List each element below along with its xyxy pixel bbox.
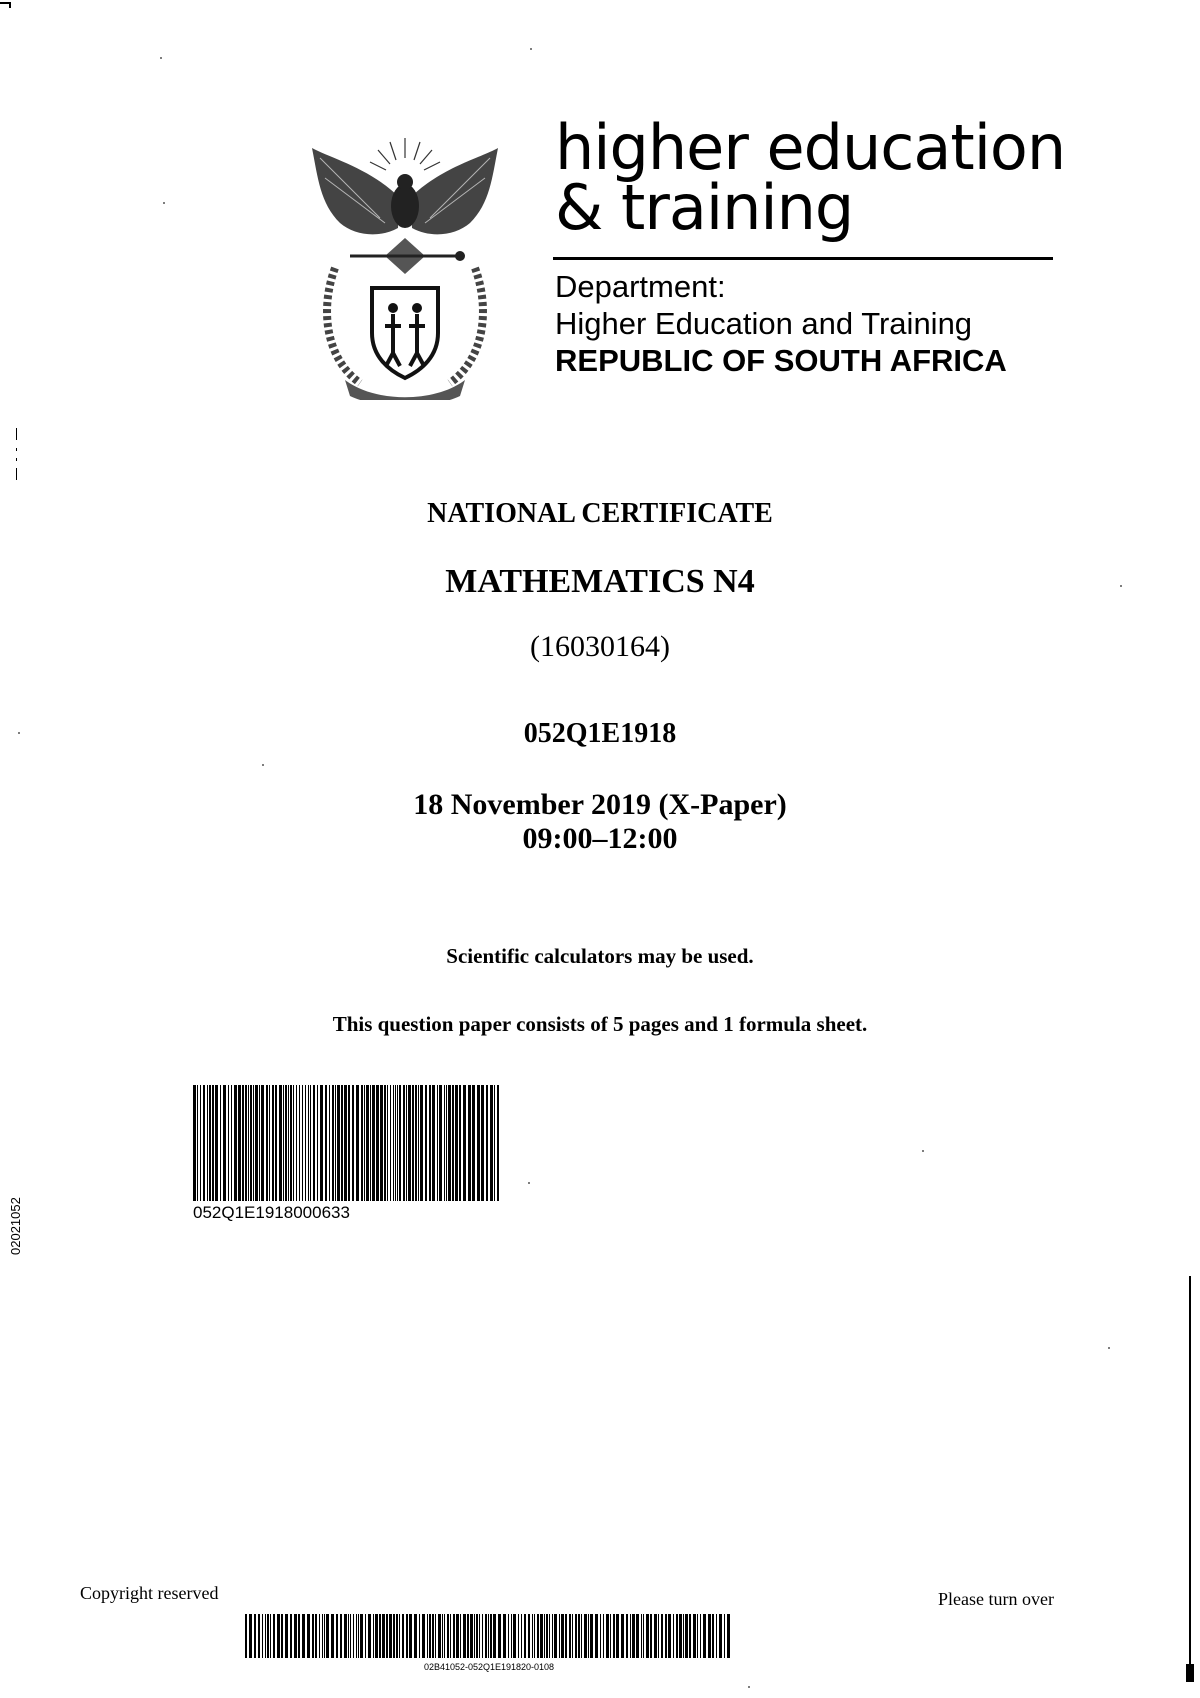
barcode-bar bbox=[365, 1614, 366, 1658]
barcode-bar bbox=[437, 1085, 438, 1201]
barcode-bar bbox=[610, 1614, 611, 1658]
barcode-bar bbox=[315, 1614, 317, 1658]
turn-over-note: Please turn over bbox=[938, 1589, 1054, 1609]
barcode-bar bbox=[497, 1085, 499, 1201]
barcode-bar bbox=[708, 1614, 711, 1658]
barcode-bar bbox=[305, 1085, 306, 1201]
barcode-bar bbox=[455, 1085, 458, 1201]
barcode-bar bbox=[446, 1085, 447, 1201]
barcode-bar bbox=[324, 1614, 325, 1658]
barcode-bar bbox=[379, 1614, 381, 1658]
barcode-bar bbox=[397, 1085, 398, 1201]
barcode-bar bbox=[395, 1085, 396, 1201]
brand-title-line1: higher education bbox=[555, 111, 1066, 184]
barcode-bar bbox=[310, 1085, 311, 1201]
barcode-bar bbox=[299, 1085, 300, 1201]
barcode-bar bbox=[375, 1614, 378, 1658]
barcode-bar bbox=[406, 1085, 407, 1201]
barcode-bar bbox=[197, 1085, 198, 1201]
barcode-bar bbox=[312, 1614, 314, 1658]
barcode-bar bbox=[348, 1085, 350, 1201]
barcode-bar bbox=[422, 1614, 425, 1658]
brand-title bbox=[555, 111, 1066, 244]
barcode-bar bbox=[668, 1614, 671, 1658]
barcode-bar bbox=[435, 1614, 436, 1658]
barcode-bar bbox=[317, 1085, 318, 1201]
barcode-bar bbox=[463, 1614, 466, 1658]
barcode-bar bbox=[448, 1085, 451, 1201]
subject-title: MATHEMATICS N4 bbox=[445, 563, 755, 600]
scan-speck bbox=[262, 764, 264, 766]
barcode-bar bbox=[337, 1085, 340, 1201]
barcode-bar bbox=[415, 1085, 417, 1201]
paper-code: 052Q1E1918 bbox=[523, 718, 677, 749]
barcode-bar bbox=[353, 1614, 354, 1658]
scan-speck bbox=[1108, 1347, 1110, 1349]
barcode-bar bbox=[307, 1614, 310, 1658]
barcode-bar bbox=[447, 1614, 449, 1658]
barcode-bar bbox=[350, 1614, 351, 1658]
barcode-bar bbox=[521, 1614, 522, 1658]
barcode-bar bbox=[332, 1085, 334, 1201]
barcode-bar bbox=[719, 1614, 722, 1658]
barcode-bar bbox=[693, 1614, 696, 1658]
barcode-bar bbox=[463, 1085, 466, 1201]
barcode-bar bbox=[439, 1085, 442, 1201]
barcode-bar bbox=[486, 1085, 488, 1201]
scan-speck bbox=[922, 1150, 924, 1152]
barcode-bar bbox=[366, 1085, 369, 1201]
barcode-bar bbox=[683, 1614, 684, 1658]
barcode-bar bbox=[572, 1614, 573, 1658]
scan-speck bbox=[160, 57, 162, 59]
barcode-bar bbox=[402, 1614, 404, 1658]
footer-barcode bbox=[245, 1614, 733, 1658]
barcode-bar bbox=[467, 1614, 469, 1658]
barcode-bar bbox=[689, 1614, 691, 1658]
barcode-bar bbox=[432, 1085, 435, 1201]
barcode-bar bbox=[414, 1614, 417, 1658]
barcode-bar bbox=[262, 1614, 263, 1658]
barcode-bar bbox=[559, 1614, 560, 1658]
margin-rule bbox=[1189, 1276, 1191, 1676]
barcode-bar bbox=[358, 1614, 359, 1658]
barcode-bar bbox=[630, 1614, 631, 1658]
barcode-bar bbox=[325, 1085, 327, 1201]
barcode-bar bbox=[293, 1085, 294, 1201]
barcode-bar bbox=[575, 1614, 577, 1658]
barcode-bar bbox=[453, 1614, 455, 1658]
barcode-bar bbox=[646, 1614, 649, 1658]
barcode-bar bbox=[261, 1085, 264, 1201]
barcode-bar bbox=[298, 1614, 300, 1658]
exam-date-block bbox=[0, 788, 1200, 856]
pages-note: This question paper consists of 5 pages and 1 formula sheet. bbox=[332, 1012, 868, 1036]
barcode-bar bbox=[700, 1614, 701, 1658]
barcode-bar bbox=[326, 1614, 329, 1658]
barcode-number: 052Q1E1918000633 bbox=[193, 1203, 350, 1222]
barcode-bar bbox=[488, 1614, 489, 1658]
barcode-bar bbox=[382, 1614, 385, 1658]
barcode-bar bbox=[676, 1614, 678, 1658]
barcode-bar bbox=[524, 1614, 526, 1658]
barcode-bar bbox=[352, 1085, 354, 1201]
barcode-bar bbox=[341, 1085, 343, 1201]
barcode-bar bbox=[650, 1614, 652, 1658]
copyright-notice: Copyright reserved bbox=[80, 1583, 219, 1603]
barcode-bar bbox=[636, 1614, 639, 1658]
barcode-bar bbox=[203, 1085, 205, 1201]
barcode-bar bbox=[234, 1085, 237, 1201]
barcode-bar bbox=[399, 1614, 400, 1658]
barcode-bar bbox=[368, 1614, 371, 1658]
barcode-bar bbox=[584, 1614, 587, 1658]
margin-tick bbox=[16, 468, 17, 480]
barcode-bar bbox=[209, 1085, 211, 1201]
barcode-bar bbox=[335, 1085, 336, 1201]
barcode bbox=[193, 1085, 503, 1201]
subject-code: (16030164) bbox=[530, 630, 670, 663]
barcode-bar bbox=[658, 1614, 659, 1658]
brand-title-line2: & training bbox=[555, 171, 854, 244]
barcode-bar bbox=[364, 1085, 365, 1201]
barcode-bar bbox=[578, 1614, 580, 1658]
barcode-bar bbox=[673, 1614, 674, 1658]
barcode-bar bbox=[285, 1614, 288, 1658]
barcode-bar bbox=[255, 1085, 258, 1201]
barcode-bar bbox=[384, 1085, 386, 1201]
barcode-bar bbox=[319, 1614, 320, 1658]
barcode-bar bbox=[679, 1614, 682, 1658]
barcode-bar bbox=[387, 1085, 388, 1201]
scan-speck bbox=[748, 1686, 750, 1688]
barcode-bar bbox=[626, 1614, 628, 1658]
barcode-bar bbox=[561, 1614, 564, 1658]
barcode-bar bbox=[215, 1085, 218, 1201]
barcode-bar bbox=[396, 1614, 398, 1658]
barcode-bar bbox=[193, 1085, 196, 1201]
barcode-bar bbox=[459, 1085, 461, 1201]
barcode-bar bbox=[254, 1614, 256, 1658]
barcode-bar bbox=[661, 1614, 663, 1658]
barcode-bar bbox=[270, 1614, 271, 1658]
barcode-bar bbox=[412, 1085, 414, 1201]
barcode-bar bbox=[427, 1614, 428, 1658]
margin-tick bbox=[16, 448, 17, 451]
barcode-bar bbox=[534, 1614, 535, 1658]
department-block bbox=[555, 268, 1007, 379]
barcode-bar bbox=[329, 1085, 330, 1201]
barcode-bar bbox=[494, 1085, 495, 1201]
margin-tick bbox=[16, 428, 17, 440]
coat-of-arms-icon bbox=[300, 128, 510, 400]
barcode-bar bbox=[481, 1085, 484, 1201]
barcode-bar bbox=[361, 1085, 363, 1201]
barcode-bar bbox=[468, 1085, 471, 1201]
barcode-bar bbox=[613, 1614, 615, 1658]
margin-block bbox=[1186, 1664, 1194, 1682]
barcode-bar bbox=[621, 1614, 624, 1658]
barcode-bar bbox=[223, 1085, 226, 1201]
barcode-bar bbox=[360, 1614, 363, 1658]
barcode-bar bbox=[393, 1085, 394, 1201]
barcode-bar bbox=[565, 1614, 567, 1658]
barcode-bar bbox=[508, 1614, 509, 1658]
barcode-bar bbox=[285, 1085, 287, 1201]
barcode-bar bbox=[294, 1614, 297, 1658]
barcode-bar bbox=[588, 1614, 589, 1658]
country-name: REPUBLIC OF SOUTH AFRICA bbox=[555, 343, 1007, 378]
barcode-bar bbox=[600, 1614, 601, 1658]
barcode-bar bbox=[313, 1085, 315, 1201]
barcode-bar bbox=[438, 1614, 441, 1658]
barcode-bar bbox=[477, 1085, 480, 1201]
barcode-bar bbox=[641, 1614, 642, 1658]
barcode-bar bbox=[472, 1085, 475, 1201]
barcode-bar bbox=[302, 1614, 305, 1658]
barcode-bar bbox=[336, 1614, 338, 1658]
barcode-bar bbox=[616, 1614, 619, 1658]
barcode-bar bbox=[552, 1614, 553, 1658]
side-code: 02021052 bbox=[8, 1197, 23, 1255]
barcode-bar bbox=[490, 1085, 493, 1201]
barcode-bar bbox=[245, 1085, 247, 1201]
barcode-bar bbox=[399, 1085, 401, 1201]
barcode-bar bbox=[420, 1085, 423, 1201]
corner-mark bbox=[9, 2, 11, 8]
barcode-bar bbox=[643, 1614, 644, 1658]
barcode-bar bbox=[429, 1085, 431, 1201]
scan-speck bbox=[530, 48, 532, 50]
barcode-bar bbox=[200, 1085, 201, 1201]
barcode-bar bbox=[212, 1085, 214, 1201]
margin-tick bbox=[16, 458, 17, 461]
barcode-bar bbox=[479, 1614, 480, 1658]
barcode-bar bbox=[474, 1614, 475, 1658]
barcode-bar bbox=[554, 1614, 557, 1658]
exam-date: 18 November 2019 (X-Paper) bbox=[413, 788, 787, 821]
barcode-bar bbox=[476, 1614, 478, 1658]
barcode-bar bbox=[444, 1614, 445, 1658]
barcode-bar bbox=[356, 1614, 357, 1658]
barcode-bar bbox=[606, 1614, 609, 1658]
barcode-bar bbox=[249, 1614, 252, 1658]
calculator-note: Scientific calculators may be used. bbox=[446, 944, 754, 968]
barcode-bar bbox=[373, 1614, 374, 1658]
barcode-bar bbox=[248, 1085, 249, 1201]
barcode-bar bbox=[503, 1614, 506, 1658]
barcode-bar bbox=[408, 1085, 411, 1201]
barcode-bar bbox=[296, 1085, 297, 1201]
barcode-bar bbox=[290, 1614, 292, 1658]
barcode-bar bbox=[228, 1085, 229, 1201]
barcode-bar bbox=[544, 1614, 545, 1658]
barcode-bar bbox=[419, 1614, 420, 1658]
barcode-bar bbox=[259, 1085, 260, 1201]
barcode-bar bbox=[460, 1614, 461, 1658]
barcode-bar bbox=[356, 1085, 359, 1201]
barcode-bar bbox=[238, 1085, 241, 1201]
barcode-bar bbox=[331, 1614, 334, 1658]
barcode-bar bbox=[220, 1085, 221, 1201]
barcode-bar bbox=[302, 1085, 303, 1201]
barcode-bar bbox=[513, 1614, 516, 1658]
barcode-bar bbox=[590, 1614, 593, 1658]
barcode-bar bbox=[518, 1614, 519, 1658]
barcode-bar bbox=[376, 1085, 379, 1201]
barcode-bar bbox=[540, 1614, 543, 1658]
barcode-bar bbox=[537, 1614, 539, 1658]
barcode-bar bbox=[490, 1614, 492, 1658]
barcode-bar bbox=[703, 1614, 706, 1658]
barcode-bar bbox=[267, 1614, 269, 1658]
barcode-bar bbox=[569, 1614, 571, 1658]
barcode-bar bbox=[665, 1614, 667, 1658]
barcode-bar bbox=[344, 1085, 347, 1201]
barcode-bar bbox=[406, 1614, 408, 1658]
barcode-bar bbox=[482, 1614, 483, 1658]
barcode-bar bbox=[288, 1085, 289, 1201]
barcode-bar bbox=[386, 1614, 388, 1658]
barcode-bar bbox=[320, 1085, 323, 1201]
barcode-bar bbox=[290, 1085, 292, 1201]
barcode-bar bbox=[409, 1614, 412, 1658]
barcode-bar bbox=[245, 1614, 247, 1658]
barcode-bar bbox=[253, 1085, 254, 1201]
barcode-bar bbox=[370, 1085, 371, 1201]
exam-time: 09:00–12:00 bbox=[522, 822, 678, 855]
barcode-bar bbox=[450, 1614, 451, 1658]
barcode-bar bbox=[207, 1085, 208, 1201]
barcode-bar bbox=[273, 1614, 275, 1658]
barcode-bar bbox=[442, 1614, 443, 1658]
scan-speck bbox=[163, 202, 165, 204]
barcode-bar bbox=[403, 1085, 405, 1201]
barcode-bar bbox=[528, 1614, 530, 1658]
barcode-bar bbox=[532, 1614, 533, 1658]
barcode-bar bbox=[266, 1085, 268, 1201]
barcode-bar bbox=[393, 1614, 395, 1658]
barcode-bar bbox=[493, 1614, 496, 1658]
barcode-bar bbox=[511, 1614, 512, 1658]
barcode-bar bbox=[242, 1085, 244, 1201]
department-label: Department: bbox=[555, 269, 726, 304]
footer-barcode-number: 02B41052-052Q1E191820-0108 bbox=[423, 1662, 555, 1672]
barcode-bar bbox=[279, 1085, 282, 1201]
barcode-bar bbox=[716, 1614, 717, 1658]
barcode-bar bbox=[603, 1614, 604, 1658]
barcode-bar bbox=[485, 1614, 487, 1658]
barcode-bar bbox=[549, 1614, 550, 1658]
barcode-bar bbox=[697, 1614, 698, 1658]
barcode-bar bbox=[418, 1085, 419, 1201]
barcode-bar bbox=[269, 1085, 270, 1201]
scan-speck bbox=[528, 1182, 530, 1184]
barcode-bar bbox=[308, 1085, 309, 1201]
barcode-bar bbox=[265, 1614, 266, 1658]
barcode-bar bbox=[372, 1085, 375, 1201]
barcode-bar bbox=[727, 1614, 730, 1658]
barcode-bar bbox=[281, 1614, 283, 1658]
department-name: Higher Education and Training bbox=[555, 306, 973, 341]
barcode-bar bbox=[546, 1614, 548, 1658]
barcode-bar bbox=[348, 1614, 349, 1658]
barcode-bar bbox=[275, 1085, 277, 1201]
barcode-bar bbox=[389, 1614, 392, 1658]
barcode-bar bbox=[231, 1085, 232, 1201]
barcode-bar bbox=[444, 1085, 445, 1201]
barcode-bar bbox=[654, 1614, 657, 1658]
barcode-bar bbox=[595, 1614, 598, 1658]
barcode-bar bbox=[380, 1085, 383, 1201]
barcode-bar bbox=[712, 1614, 714, 1658]
barcode-bar bbox=[429, 1614, 431, 1658]
barcode-bar bbox=[581, 1614, 582, 1658]
barcode-bar bbox=[470, 1614, 473, 1658]
barcode-bar bbox=[425, 1085, 427, 1201]
barcode-bar bbox=[632, 1614, 635, 1658]
brand-divider bbox=[553, 257, 1053, 260]
barcode-bar bbox=[258, 1614, 260, 1658]
certificate-title: NATIONAL CERTIFICATE bbox=[427, 498, 773, 529]
barcode-bar bbox=[344, 1614, 347, 1658]
barcode-bar bbox=[283, 1085, 284, 1201]
barcode-bar bbox=[452, 1085, 454, 1201]
barcode-bar bbox=[272, 1085, 274, 1201]
barcode-bar bbox=[456, 1614, 459, 1658]
barcode-bar bbox=[322, 1614, 323, 1658]
barcode-bar bbox=[390, 1085, 391, 1201]
barcode-bar bbox=[685, 1614, 688, 1658]
barcode-bar bbox=[277, 1614, 280, 1658]
barcode-bar bbox=[724, 1614, 725, 1658]
barcode-bar bbox=[432, 1614, 434, 1658]
barcode-bar bbox=[498, 1614, 501, 1658]
barcode-bar bbox=[250, 1085, 252, 1201]
barcode-bar bbox=[340, 1614, 342, 1658]
